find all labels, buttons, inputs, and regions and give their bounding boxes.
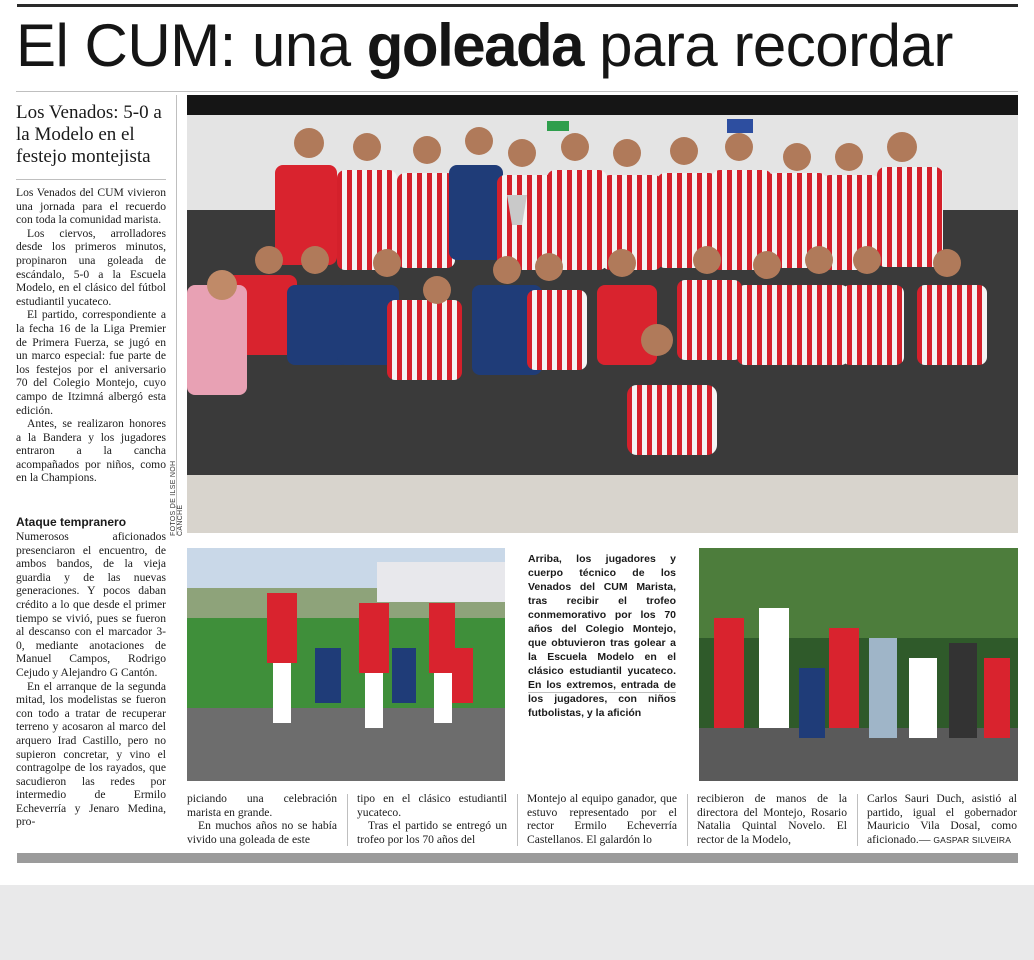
bottom-column-1 xyxy=(187,792,337,846)
paragraph: Montejo al equipo ganador, que estuvo representado por el rector Ermilo Echeverría Castellanos. El galardón lo xyxy=(527,792,677,846)
bottom-band xyxy=(17,853,1018,863)
fans-photo xyxy=(699,548,1018,781)
closing-text: Carlos Sauri Duch, asistió al partido, igual el gobernador Mauricio Vila Dosal, como aficionado.— xyxy=(867,792,1017,846)
entrance-illustration xyxy=(187,548,505,781)
paragraph: Los Venados del CUM vivieron una jornada para el recuerdo con toda la comunidad marista. xyxy=(16,186,166,227)
section-title: Ataque tempranero xyxy=(16,515,127,529)
column-divider xyxy=(347,794,348,846)
bottom-column-2 xyxy=(357,792,507,846)
subhead: Los Venados: 5-0 a la Modelo en el festejo montejista xyxy=(16,102,162,167)
photo-credit: FOTOS DE ILSE NOH CANCHÉ xyxy=(170,460,184,536)
middle-row-players xyxy=(227,275,987,380)
headline xyxy=(16,10,1018,82)
author-byline: GASPAR SILVEIRA xyxy=(933,834,1012,845)
paragraph: piciando una celebración marista en grande. xyxy=(187,792,337,819)
bottom-column-3 xyxy=(527,792,677,846)
headline-divider xyxy=(16,91,1018,92)
paragraph: El partido, correspondiente a la fecha 16 de la Liga Premier de Primera Fuerza, se jugó en un marco especial: fue parte de los festejos por el aniversario 70 del Colegio Montejo, cuyo campo de Itzimná albergó esta edición. xyxy=(16,308,166,417)
column-divider xyxy=(517,794,518,846)
team-trophy-photo xyxy=(187,95,1018,533)
paragraph: Los ciervos, arrolladores desde los primeros minutos, propinaron una goleada de escándalo, 5-0 a la Escuela Modelo, en el clásico del fútbol estudiantil yucateco. xyxy=(16,226,166,308)
child-left xyxy=(187,285,247,395)
bottom-column-4 xyxy=(697,792,847,846)
paragraph: Antes, se realizaron honores a la Bandera y los jugadores entraron a la cancha acompañados por niños, como en la Champions. xyxy=(16,417,166,485)
paragraph: Numerosos aficionados presenciaron el encuentro, de ambos bandos, de la vieja guardia y de las nuevas generaciones. Y pocos daban crédito a lo que desde el primer tiempo se vivió, pues se fueron al descanso con el marcador 3-0, mediante anotaciones de Manuel Campos, Rodrigo Cejudo y Alejandro G Cantón. xyxy=(16,530,166,679)
paragraph: En el arranque de la segunda mitad, los modelistas se fueron con todo a tratar de recuperar terreno y acosaron al marco del arquero Irad Castillo, pero no supieron concretar, y vino el contragolpe de los rayados, que sacudieron las redes por intermedio de Ermilo Echeverría y Jenaro Medina, pro- xyxy=(16,679,166,829)
photo-caption: Arriba, los jugadores y cuerpo técnico de los Venados del CUM Marista, tras recibir el trofeo conmemorativo por los 70 años del Colegio Montejo, que obtuvieron tras golear a la Escuela Modelo en el clásico estudiantil yucateco. En los extremos, entrada de los jugadores, con niños futbolistas, y la afición xyxy=(528,553,676,719)
team-photo-illustration xyxy=(187,95,1018,533)
back-row-players xyxy=(275,165,943,270)
caption-divider xyxy=(528,692,676,693)
top-rule xyxy=(17,4,1018,7)
headline-bold: goleada xyxy=(366,12,584,79)
players-entrance-photo xyxy=(187,548,505,781)
paragraph: tipo en el clásico estudiantil yucateco. xyxy=(357,792,507,819)
page-footer xyxy=(0,885,1034,960)
headline-pre: El CUM: una xyxy=(16,12,367,79)
intro-body xyxy=(16,186,166,485)
column-divider xyxy=(857,794,858,846)
bottom-column-5 xyxy=(867,792,1017,847)
paragraph xyxy=(867,792,1017,847)
fans-illustration xyxy=(699,548,1018,781)
section-body xyxy=(16,530,166,829)
paragraph: En muchos años no se había vivido una goleada de este xyxy=(187,819,337,846)
subhead-divider xyxy=(16,179,166,180)
paragraph: recibieron de manos de la directora del Montejo, Rosario Natalia Quintal Novelo. El rector de la Modelo, xyxy=(697,792,847,846)
column-divider xyxy=(687,794,688,846)
paragraph: Tras el partido se entregó un trofeo por los 70 años del xyxy=(357,819,507,846)
front-player xyxy=(627,385,717,455)
headline-post: para recordar xyxy=(583,12,953,79)
